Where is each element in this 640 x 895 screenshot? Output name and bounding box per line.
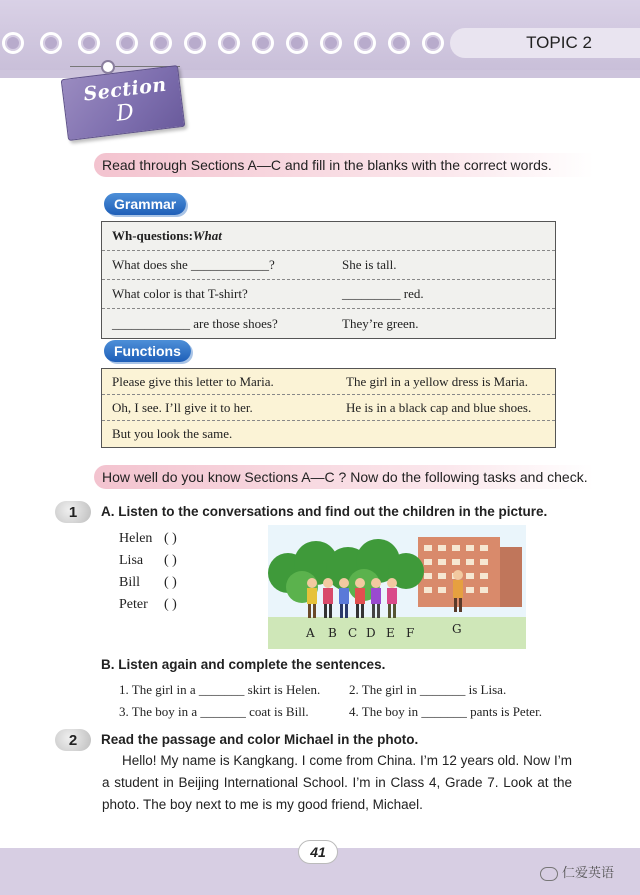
picture-label: G — [452, 622, 462, 636]
picture-label: E — [386, 626, 395, 640]
task1-part-a: A. Listen to the conversations and find out the children in the picture. — [101, 504, 548, 519]
table-row — [102, 251, 555, 280]
task-number-2: 2 — [55, 729, 91, 751]
binder-ring-icon — [116, 32, 138, 54]
sentence: 4. The boy in _______ pants is Peter. — [349, 704, 542, 719]
section-word: Section — [82, 73, 168, 106]
binder-ring-icon — [40, 32, 62, 54]
grammar-label: Grammar — [104, 193, 186, 215]
binder-ring-icon — [388, 32, 410, 54]
functions-table — [101, 368, 556, 448]
table-cell: The girl in a yellow dress is Maria. — [346, 373, 528, 389]
table-cell: She is tall. — [342, 257, 397, 272]
picture-label: F — [406, 626, 415, 640]
watermark — [540, 862, 614, 881]
table-cell: They’re green. — [342, 315, 419, 331]
child-name: Bill — [119, 575, 141, 590]
wechat-icon — [540, 867, 558, 881]
picture-label: D — [366, 626, 376, 640]
picture-label: A — [306, 626, 315, 640]
instruction-bar-2 — [94, 465, 594, 489]
sentence: 1. The girl in a _______ skirt is Helen. — [119, 682, 321, 697]
table-row — [102, 395, 555, 421]
task2-heading: Read the passage and color Michael in the photo. — [101, 732, 419, 747]
child-name: Lisa — [119, 553, 144, 568]
table-cell: Oh, I see. I’ll give it to her. — [112, 399, 253, 415]
instruction-text-1: Read through Sections A—C and fill in the blanks with the correct words. — [102, 157, 552, 173]
instruction-bar-1 — [94, 153, 594, 177]
binder-ring-icon — [252, 32, 274, 54]
answer-blank[interactable]: ( ) — [164, 553, 177, 568]
binder-ring-icon — [218, 32, 240, 54]
task1-part-b: B. Listen again and complete the sentences. — [101, 657, 386, 672]
functions-label: Functions — [104, 340, 191, 362]
binder-ring-icon — [286, 32, 308, 54]
school-building-icon — [418, 537, 522, 607]
child-name: Helen — [119, 531, 153, 546]
binder-ring-icon — [2, 32, 24, 54]
passage: Hello! My name is Kangkang. I come from China. I’m 12 years old. Now I’m a student in Beijing International School. I’m in Class 4, Grade 7. Look at the photo. The boy next to me is my good friend, Michael. — [102, 753, 572, 812]
table-cell: ____________ are those shoes? — [112, 315, 278, 331]
picture-label: B — [328, 626, 337, 640]
sentence: 2. The girl in _______ is Lisa. — [349, 682, 507, 697]
grammar-title — [112, 222, 222, 250]
name-line — [119, 531, 177, 547]
child-name: Peter — [119, 597, 148, 612]
answer-blank[interactable]: ( ) — [164, 531, 177, 546]
binder-ring-icon — [320, 32, 342, 54]
name-line — [119, 575, 177, 591]
table-cell: What does she ____________? — [112, 257, 275, 272]
children-picture — [268, 525, 526, 649]
table-cell: _________ red. — [342, 286, 424, 301]
binder-ring-icon — [150, 32, 172, 54]
table-cell: He is in a black cap and blue shoes. — [346, 399, 532, 415]
grammar-title-prefix: Wh-questions: — [112, 228, 193, 243]
table-cell: What color is that T-shirt? — [112, 286, 248, 301]
table-row — [102, 309, 555, 338]
grammar-table — [101, 221, 556, 339]
section-letter: D — [114, 99, 136, 127]
binder-ring-icon — [184, 32, 206, 54]
instruction-text-2: How well do you know Sections A—C ? Now do the following tasks and check. — [102, 469, 588, 485]
table-row — [102, 421, 555, 447]
name-line — [119, 597, 177, 613]
binder-ring-icon — [422, 32, 444, 54]
grammar-title-em: What — [192, 228, 222, 243]
answer-blank[interactable]: ( ) — [164, 597, 177, 612]
picture-label: C — [348, 626, 358, 640]
binder-ring-icon — [354, 32, 376, 54]
topic-tab: TOPIC 2 — [450, 28, 640, 58]
answer-blank[interactable]: ( ) — [164, 575, 177, 590]
pin-icon — [101, 60, 115, 74]
table-row — [102, 369, 555, 395]
page-number: 41 — [298, 840, 338, 864]
section-sign — [61, 65, 186, 141]
name-line — [119, 553, 177, 569]
table-cell: Please give this letter to Maria. — [112, 373, 274, 389]
binder-ring-icon — [78, 32, 100, 54]
watermark-text: 仁爱英语 — [562, 866, 615, 881]
table-row — [102, 280, 555, 309]
table-cell: But you look the same. — [112, 426, 233, 441]
task-number-1: 1 — [55, 501, 91, 523]
table-row — [102, 222, 555, 251]
sentence: 3. The boy in a _______ coat is Bill. — [119, 704, 309, 719]
